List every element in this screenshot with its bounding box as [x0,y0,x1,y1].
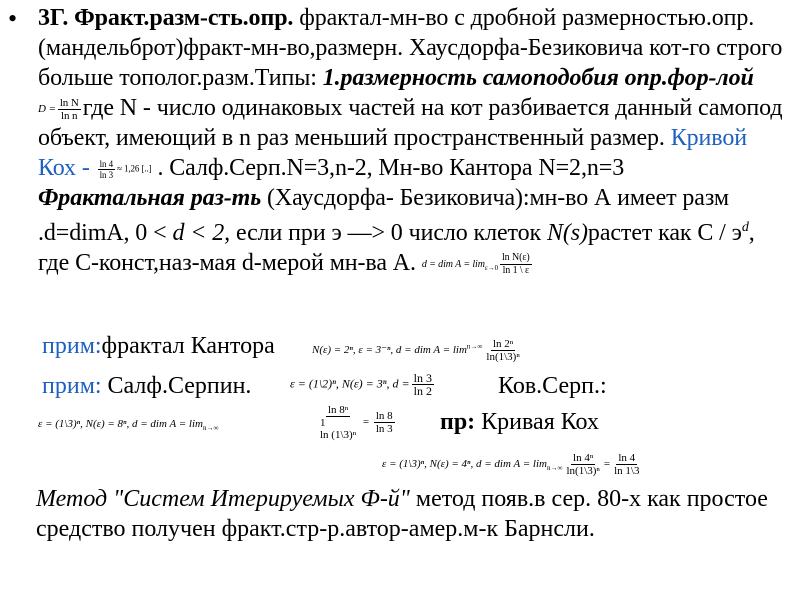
growth-text: растет как С / э [587,220,742,246]
cantor-formula: N(ε) = 2ⁿ, ε = 3⁻ⁿ, d = dim $A = \lim^{n\to\infty}$ $\frac{\text{ln 2ⁿ}}{\text{ln(1\textbackslash{}3)ⁿ}}$ [312,338,520,363]
parts-description: где N - число одинаковых частей на кот разбивается данный самопод объект, имеющий в n раз меньший пространственный размер. [38,95,783,151]
exponent-d: d [741,220,749,235]
sierpinski-formula: ε = (1\2)ⁿ, N(ε) = 3ⁿ, d = $\frac{\ln 3}{\ln 2}$ [290,371,432,398]
koch-formula: ε = (1\3)ⁿ, N(ε) = 4ⁿ, d = dim $A = \lim_{n\to\infty}$ $\frac{\text{ln 4ⁿ}}{\text{ln(1\textbackslash{}3)ⁿ}}$ = $\frac{\ln 4}{\ln 1\backslash 3}$ [382,452,640,477]
example-koch-text: Кривая Кох [475,409,599,435]
sierpinski-cantor-text: . Салф.Серп.N=3,n-2, Мн-во Кантора N=2,n=3 [151,155,625,181]
example-cantor-text: фрактал Кантора [101,333,275,359]
self-similarity-heading: 1.размерность самоподобия опр.фор-лой [322,65,754,91]
ifs-method-heading: Метод "Систем Итерируемых Ф-й" [36,486,410,512]
dimension-limit-formula: d = dim $A = \lim_{\varepsilon\to 0}$ $\frac{\text{ln N(ε)}}{\ln 1 \backslash \varepsilon}$ [421,251,530,276]
definition-text: фрактал-мн-во с дробной размерностью.опр.(мандельброт)фракт-мн-во,размерн. Хаусдорфа-Безиковича кот-го строго больше тополог.разм.Типы: [38,5,783,91]
example-label: прим: [42,333,102,359]
sierpinski-carpet-label: Ков.Серп.: [498,373,607,399]
koch-curve-link: Кривой Кох - [38,125,747,181]
ifs-method-text: метод появ.в сер. 80-х как простое средство получен фракт.стр-р.автор-амер.м-к Барнсли. [36,486,768,542]
example-label: прим: [42,373,102,399]
koch-dimension-formula: $\frac{\ln 4}{\ln 3}$ ≈ 1,26 [..] [99,158,152,180]
example-koch [440,408,599,436]
d-range: d < 2, [172,220,231,246]
measure-text: , где С-конст,наз-мая d-мерой мн-ва А. [38,220,755,276]
carpet-formula: ε = (1\3)ⁿ, N(ε) = 8ⁿ, d = dim $A = \lim_{n\to\infty}$ [38,418,219,433]
hausdorff-text: (Хаусдорфа- Безиковича):мн-во А имеет разм .d=dimA, 0 < [38,185,729,246]
bullet: • [8,4,18,33]
carpet-fraction: ln 8ⁿ 1 ln (1\3)ⁿ = $\frac{\ln 8}{\ln 3}$ [320,404,393,441]
main-paragraph [38,3,790,278]
cells-text: если при э —> 0 число клеток [230,220,547,246]
example-label: пр: [440,409,476,435]
example-sierpinski-text: Салф.Серпин. [101,373,252,399]
example-cantor [42,332,275,360]
n-of-s: N(s) [546,220,588,246]
heading-fractal-dimension: 3Г. Фракт.разм-сть.опр. [38,5,294,31]
hausdorff-heading: Фрактальная раз-ть [38,185,262,211]
example-sierpinski [42,372,251,400]
ifs-method-paragraph [36,484,786,544]
self-similarity-formula: D = $\frac{\text{ln N}}{\text{ln n}}$ [38,96,79,122]
